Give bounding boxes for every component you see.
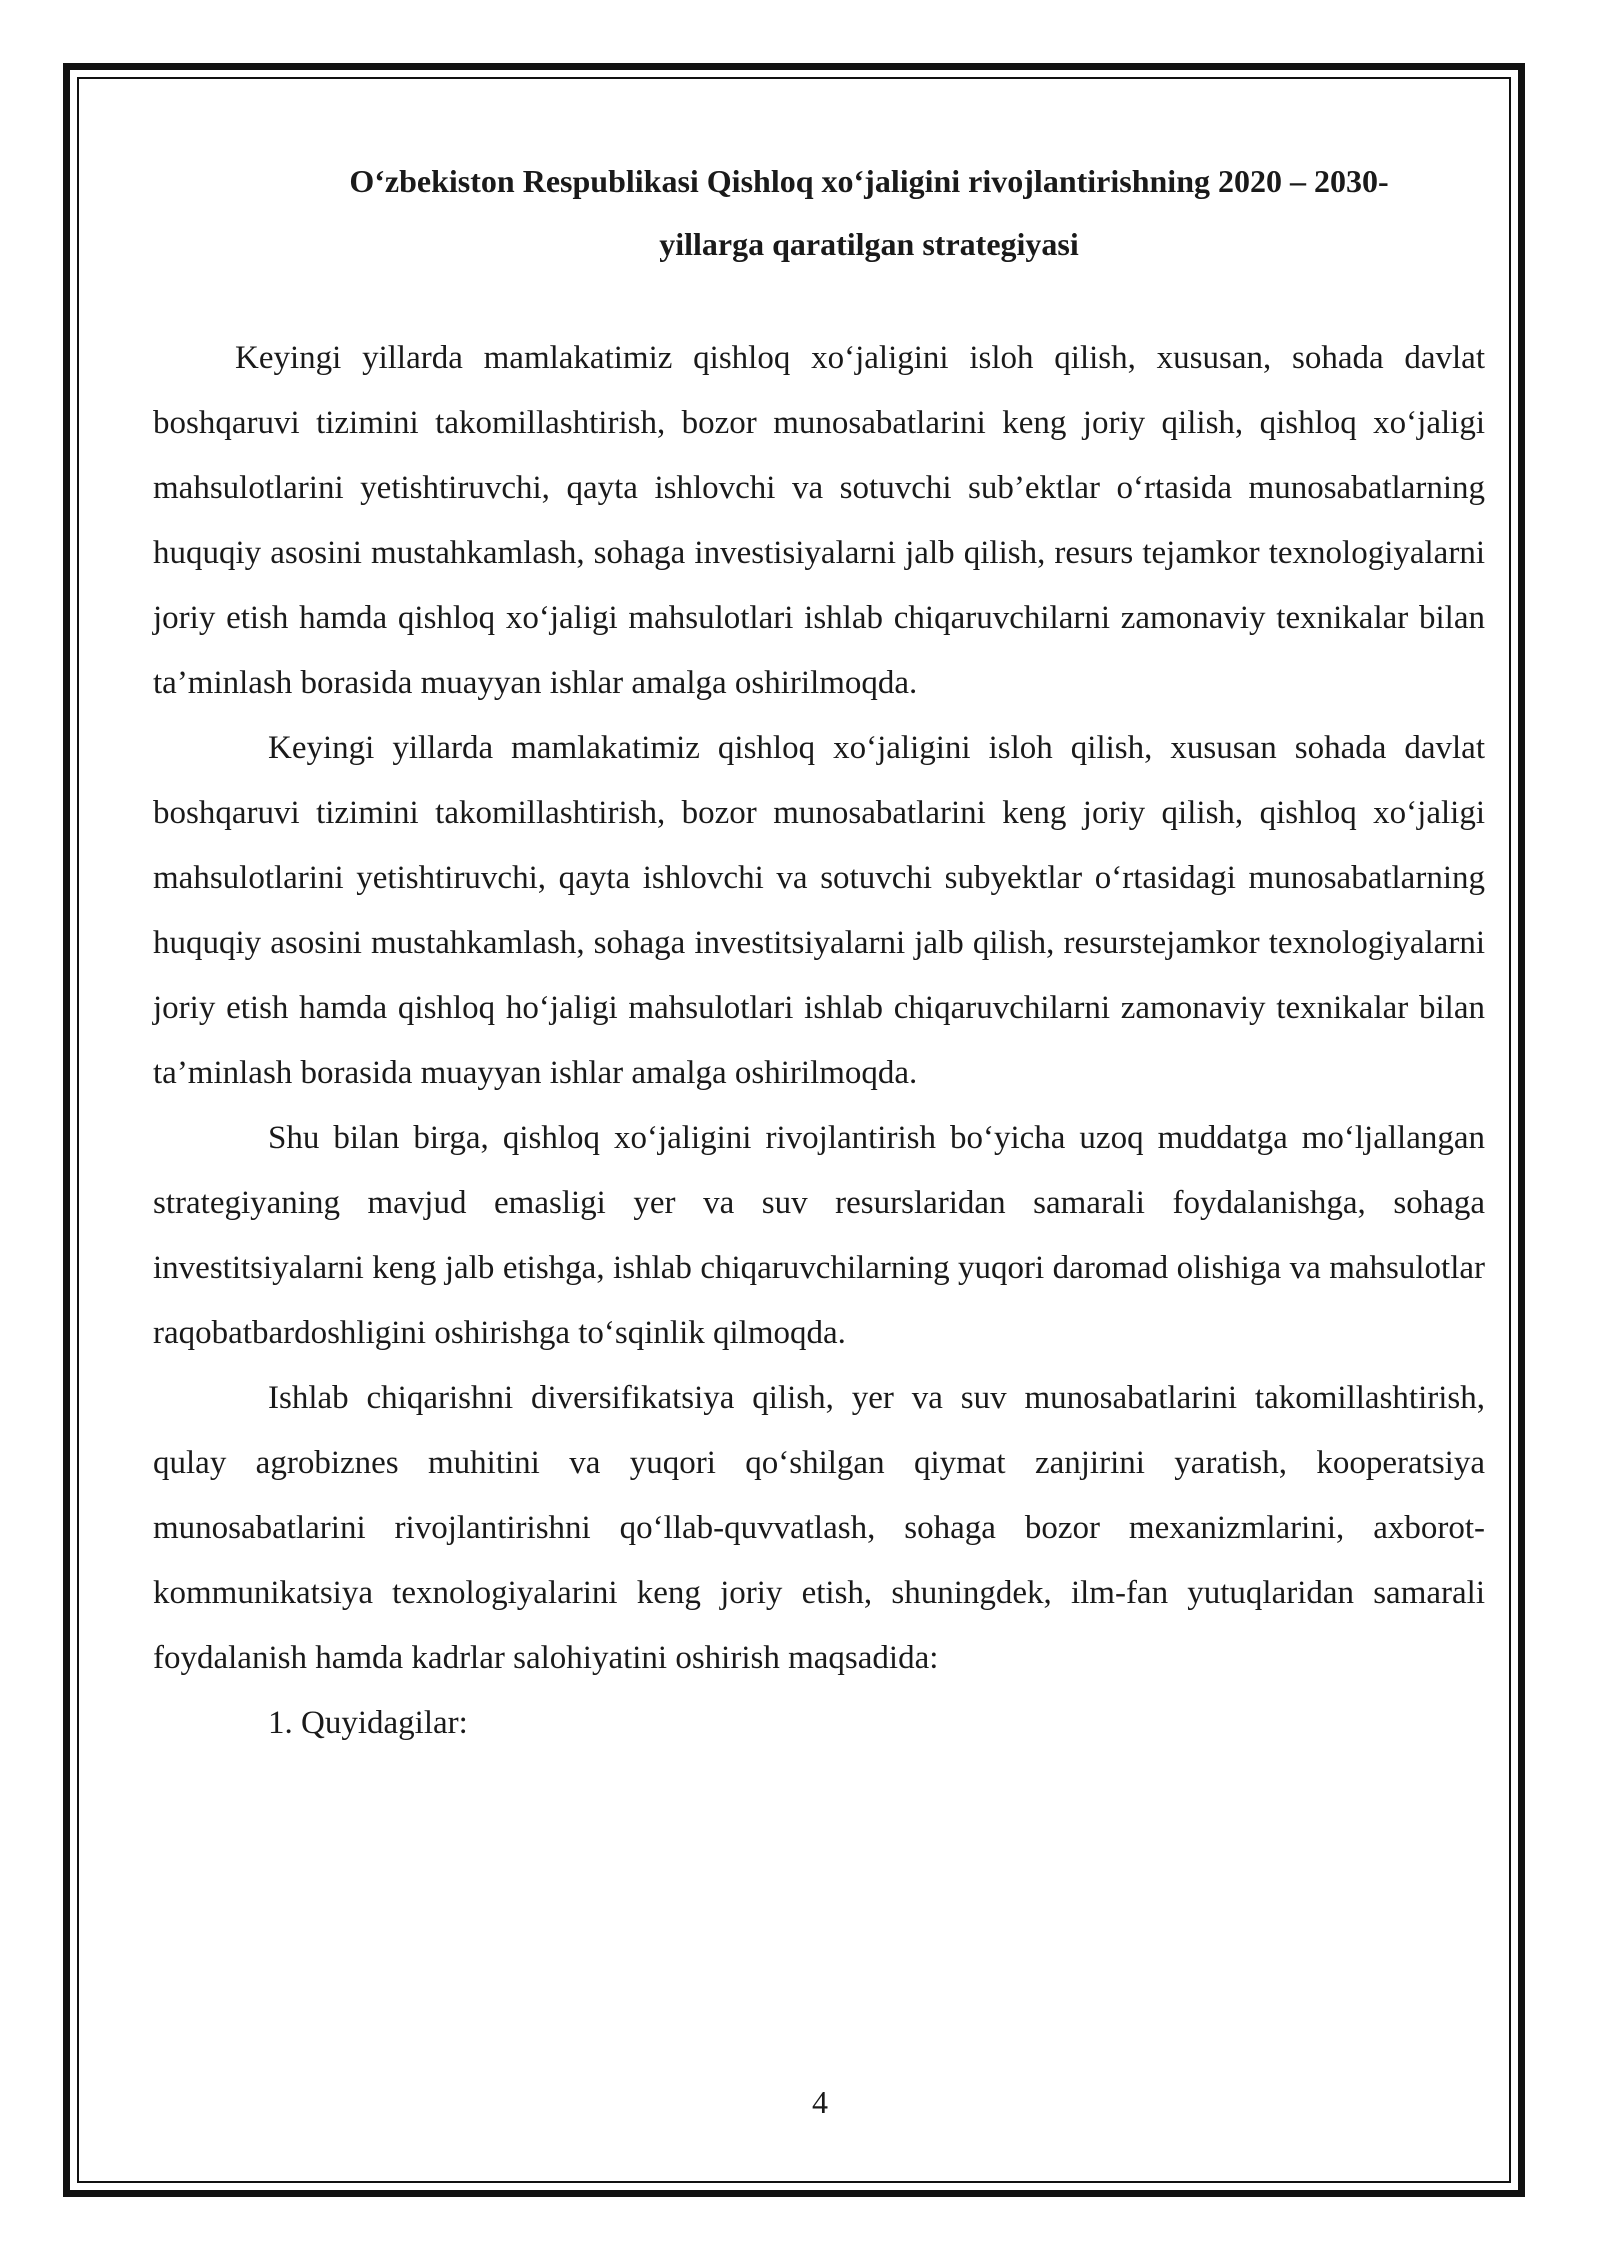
document-title	[153, 150, 1485, 276]
paragraph-1: Keyingi yillarda mamlakatimiz qishloq xo‘jaligini isloh qilish, xususan, sohada davlat boshqaruvi tizimini takomillashtirish, bozor munosabatlarini keng joriy qilish, qishloq xo‘jaligi mahsulotlarini yetishtiruvchi, qayta ishlovchi va sotuvchi sub’ektlar o‘rtasida munosabatlarning huquqiy asosini mustahkamlash, sohaga investisiyalarni jalb qilish, resurs tejamkor texnologiyalarni joriy etish hamda qishloq xo‘jaligi mahsulotlari ishlab chiqaruvchilarni zamonaviy texnikalar bilan ta’minlash borasida muayyan ishlar amalga oshirilmoqda.	[153, 340, 1485, 701]
list-item-1: 1. Quyidagilar:	[268, 1705, 468, 1741]
page-number: 4	[812, 2084, 828, 2120]
paragraph-3: Shu bilan birga, qishloq xo‘jaligini rivojlantirish bo‘yicha uzoq muddatga mo‘ljallangan strategiyaning mavjud emasligi yer va suv resurslaridan samarali foydalanishga, sohaga investitsiyalarni keng jalb etishga, ishlab chiqaruvchilarning yuqori daromad olishiga va mahsulotlar raqobatbardoshligini oshirishga to‘sqinlik qilmoqda.	[153, 1120, 1485, 1351]
document-title-line-2: yillarga qaratilgan strategiyasi	[659, 226, 1079, 262]
paragraph-2: Keyingi yillarda mamlakatimiz qishloq xo‘jaligini isloh qilish, xususan sohada davlat boshqaruvi tizimini takomillashtirish, bozor munosabatlarini keng joriy qilish, qishloq xo‘jaligi mahsulotlarini yetishtiruvchi, qayta ishlovchi va sotuvchi subyektlar o‘rtasidagi munosabatlarning huquqiy asosini mustahkamlash, sohaga investitsiyalarni jalb qilish, resurstejamkor texnologiyalarni joriy etish hamda qishloq ho‘jaligi mahsulotlari ishlab chiqaruvchilarni zamonaviy texnikalar bilan ta’minlash borasida muayyan ishlar amalga oshirilmoqda.	[153, 730, 1485, 1091]
paragraph-4: Ishlab chiqarishni diversifikatsiya qilish, yer va suv munosabatlarini takomillashtirish, qulay agrobiznes muhitini va yuqori qo‘shilgan qiymat zanjirini yaratish, kooperatsiya munosabatlarini rivojlantirishni qo‘llab-quvvatlash, sohaga bozor mexanizmlarini, axborot-kommunikatsiya texnologiyalarini keng joriy etish, shuningdek, ilm-fan yutuqlaridan samarali foydalanish hamda kadrlar salohiyatini oshirish maqsadida:	[153, 1380, 1485, 1676]
document-body	[153, 150, 1485, 1756]
document-title-line-1: O‘zbekiston Respublikasi Qishloq xo‘jaligini rivojlantirishning 2020 – 2030-	[349, 163, 1389, 199]
